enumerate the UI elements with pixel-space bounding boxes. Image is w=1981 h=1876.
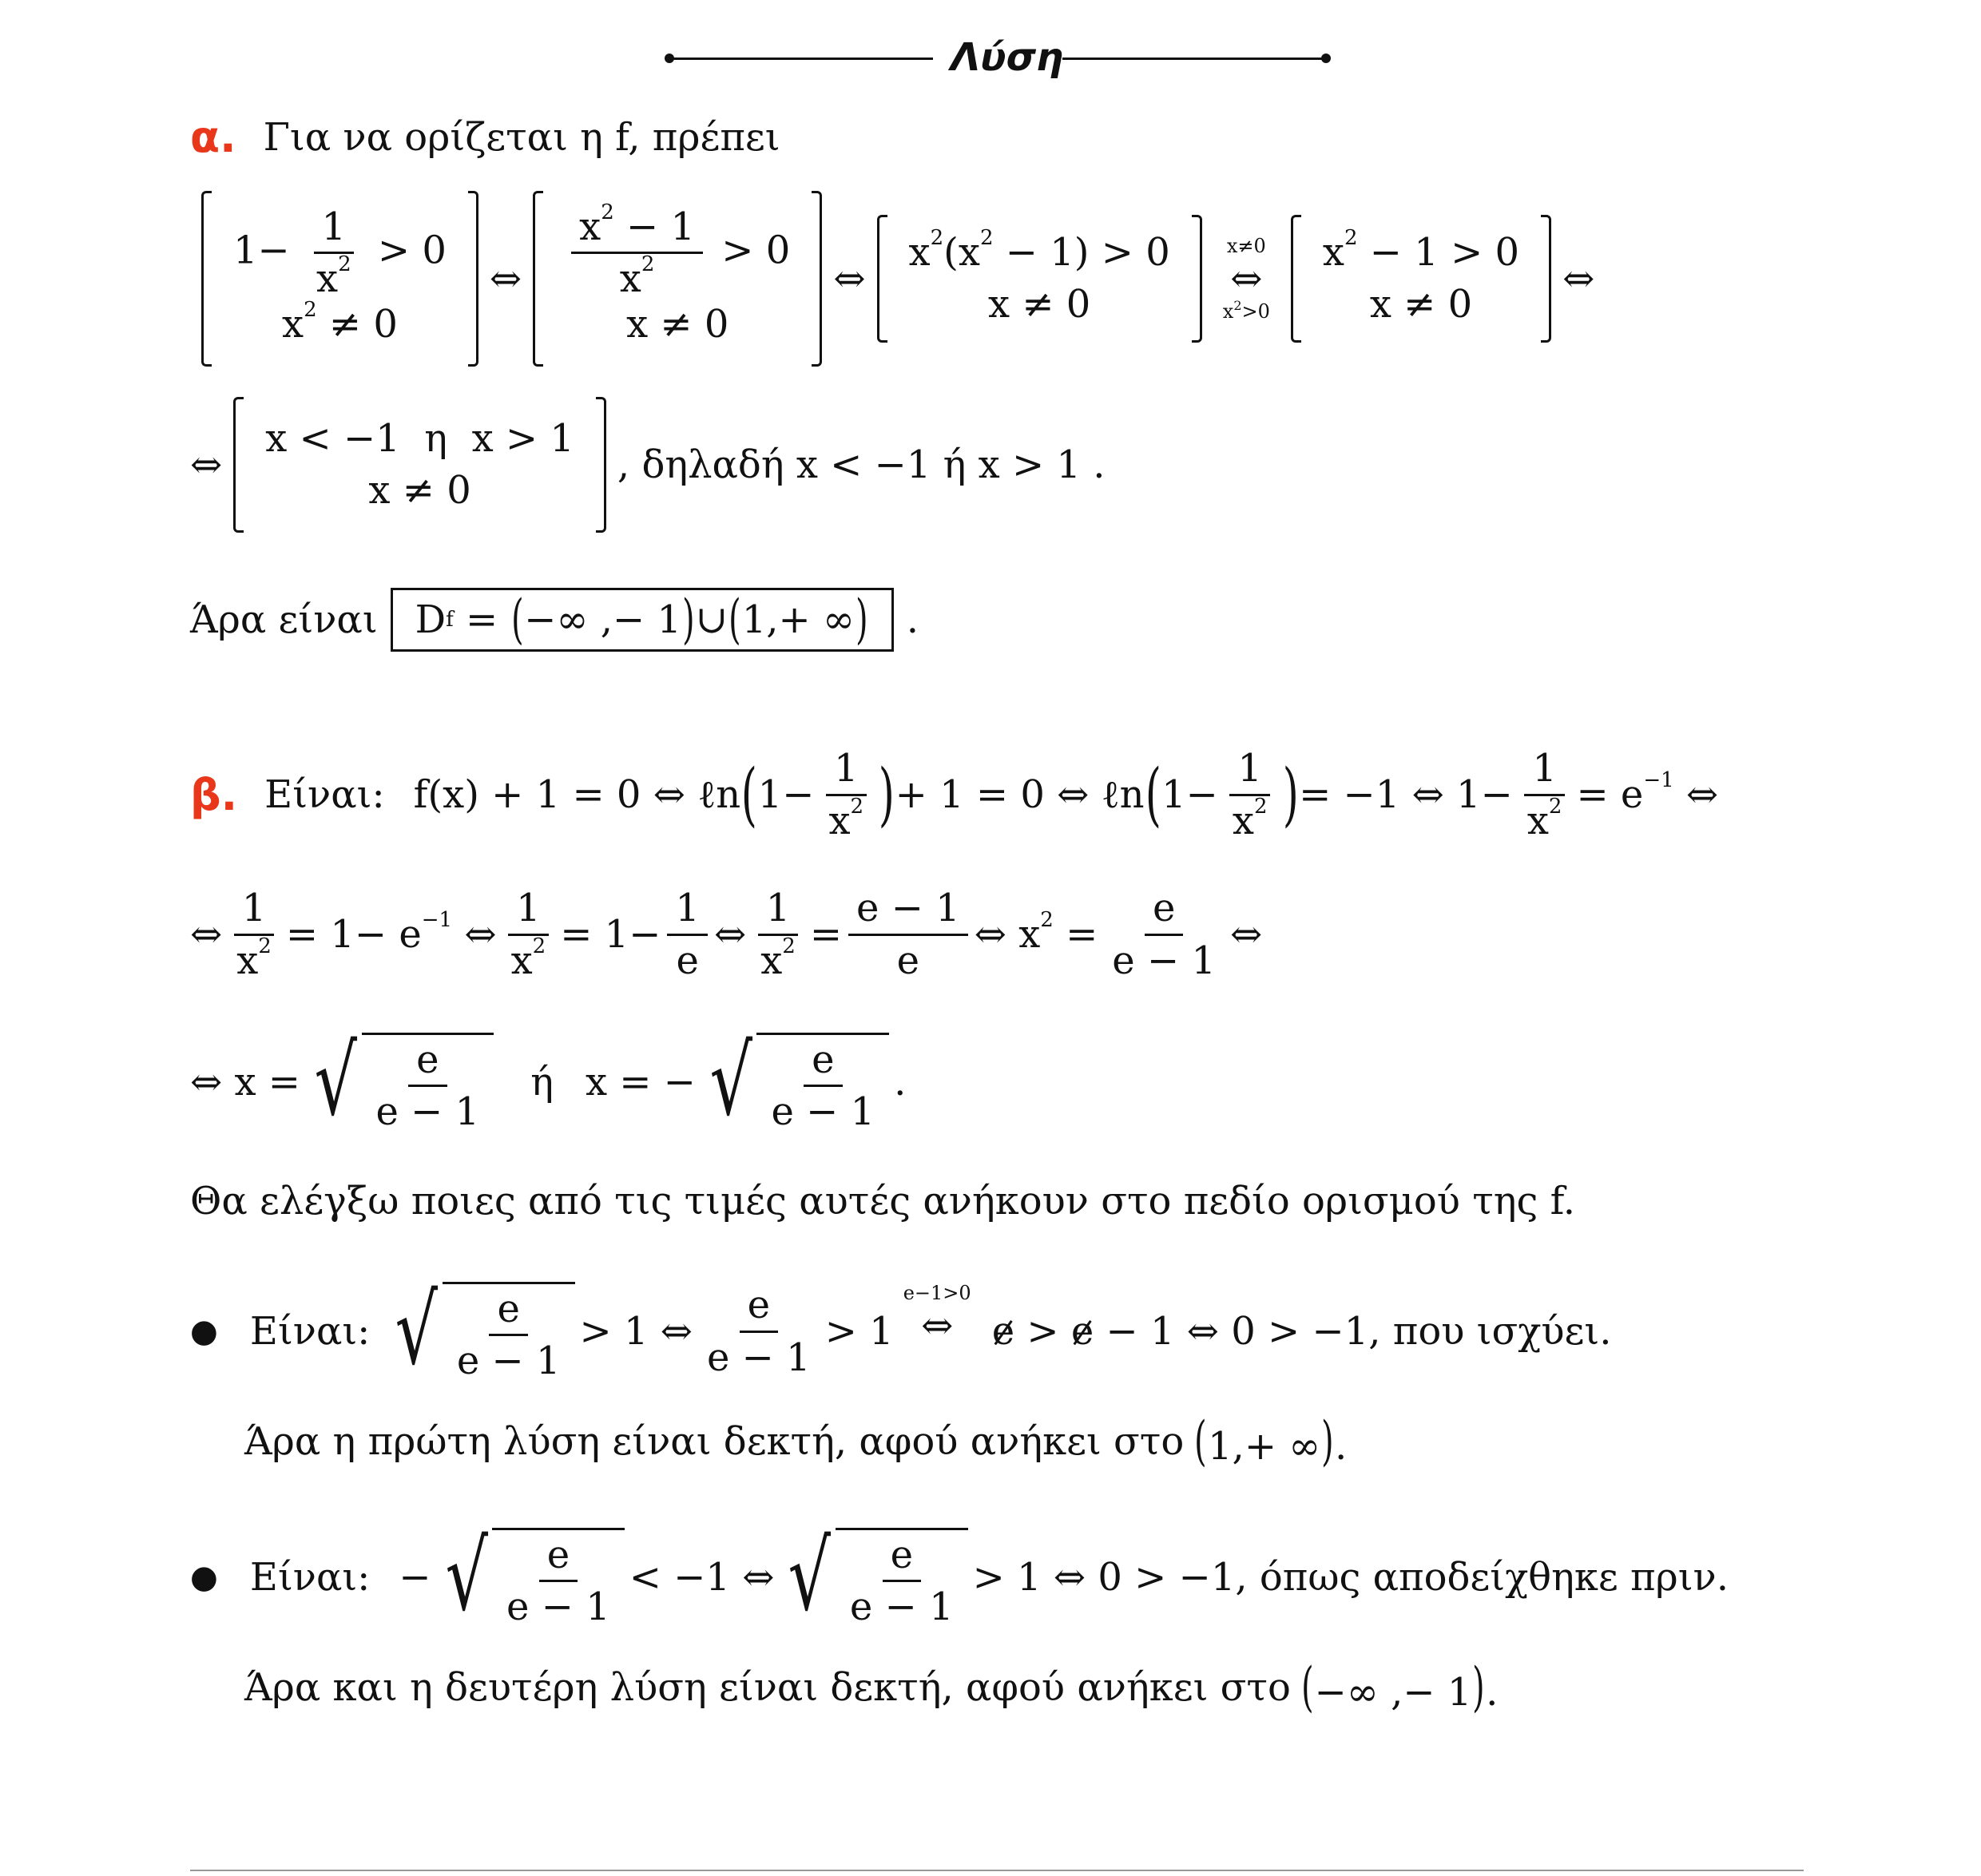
bullet-1-note-line: Άρα η πρώτη λύση είναι δεκτή, αφού ανήκει στο (1,+ ∞). — [244, 1410, 1348, 1472]
alpha-label: α. — [190, 112, 236, 162]
bullet-1-prefix: Είναι: — [249, 1309, 371, 1354]
sqrt-expression: √ $\frac{e}{e - 1}$ — [436, 1528, 625, 1628]
sqrt-expression: √ $\frac{e}{e - 1}$ — [701, 1033, 889, 1132]
sqrt-expression: √ $\frac{e}{e - 1}$ — [305, 1033, 494, 1132]
sqrt-expression: √ $\frac{e}{e - 1}$ — [779, 1528, 967, 1628]
bullet-1-suffix: , που ισχύει. — [1368, 1309, 1612, 1354]
header-dot-left — [665, 54, 674, 63]
conditional-equivalence: e−1>0 ⇔ — [903, 1281, 971, 1349]
union-word: η — [424, 416, 448, 462]
check-intro: Θα ελέγξω ποιες από τις τιμές αυτές ανήκουν στο πεδίο ορισμού της f. — [190, 1179, 1575, 1224]
alpha-intro-text: Για να ορίζεται η f, πρέπει — [263, 114, 780, 160]
alpha-intro-line — [190, 112, 780, 162]
bullet-icon: ● — [190, 1559, 218, 1596]
bullet-2-suffix: , όπως αποδείχθηκε πριν. — [1235, 1555, 1729, 1600]
bullet-2-note-line: Άρα και η δευτέρη λύση είναι δεκτή, αφού ανήκει στο (−∞ ,− 1). — [244, 1656, 1499, 1718]
domain-box: D f = ( −∞ ,− 1 ) ∪ ( 1,+ ∞ ) — [391, 588, 894, 652]
header-rule-right — [1062, 58, 1326, 60]
bullet-1: ● Είναι: √ $\frac{e}{e - 1}$ > 1 ⇔ $\frac{e}{e - 1}$ > 1 e−1>0 ⇔ e > e − 1 ⇔ 0 > −1 , που ισχύει. — [190, 1275, 1612, 1386]
header-rule-left — [669, 58, 933, 60]
system-5: x < −1 η x > 1 x ≠ 0 — [233, 397, 606, 533]
bullet-2-note: Άρα και η δευτέρη λύση είναι δεκτή, αφού ανήκει στο — [244, 1665, 1291, 1710]
alpha-conclusion: , δηλαδή x < −1 ή x > 1 . — [617, 442, 1106, 487]
footer-rule — [190, 1870, 1804, 1871]
bullet-2-prefix: Είναι: — [249, 1555, 371, 1600]
header-title: Λύση — [951, 35, 1064, 80]
alpha-system-chain: 1− $\frac{1}{x^2}$ > 0 $x^2 \ne 0$ ⇔ $\frac{x^2 - 1}{x^2}$ > 0 x ≠ 0 ⇔ $x^2(x^2 - 1) > 0$ x ≠ 0 x≠0 ⇔ $x^2>0$ $x^2 - 1 > 0$ x ≠ 0 ⇔ — [190, 188, 1594, 369]
beta-intro: Είναι: — [264, 772, 385, 817]
beta-equation-1: β. Είναι: f(x) + 1 = 0 ⇔ ℓn ( 1− $\frac{1}{x^2}$ ) + 1 = 0 ⇔ ℓn ( 1− $\frac{1}{x^2}$ ) = −1 ⇔ 1− $\frac{1}{x^2}$ = $e^{-1}$ ⇔ — [190, 746, 1719, 843]
sqrt-expression: √ $\frac{e}{e - 1}$ — [386, 1282, 574, 1382]
system-4: $x^2 - 1 > 0$ x ≠ 0 — [1291, 215, 1551, 343]
beta-equation-2: ⇔ $\frac{1}{x^2}$ = $1- e^{-1}$ ⇔ $\frac{1}{x^2}$ = 1− $\frac{1}{e}$ ⇔ $\frac{1}{x^2}$ = $\frac{e - 1}{e}$ ⇔ $x^2$ = $\frac{e}{e - 1}$ ⇔ — [190, 886, 1263, 983]
bullet-1-note: Άρα η πρώτη λύση είναι δεκτή, αφού ανήκει στο — [244, 1419, 1185, 1464]
conditional-equivalence: x≠0 ⇔ $x^2>0$ — [1222, 234, 1270, 323]
bullet-icon: ● — [190, 1313, 218, 1350]
alpha-solution-line: ⇔ x < −1 η x > 1 x ≠ 0 , δηλαδή x < −1 ή x > 1 . — [190, 401, 1106, 529]
header-dot-right — [1321, 54, 1331, 63]
beta-equation-3: ⇔ x = √ $\frac{e}{e - 1}$ ή x = − √ $\frac{e}{e - 1}$ . — [190, 1026, 907, 1137]
system-3: $x^2(x^2 - 1) > 0$ x ≠ 0 — [877, 215, 1202, 343]
domain-line: Άρα είναι D f = ( −∞ ,− 1 ) ∪ ( 1,+ ∞ ) . — [190, 589, 919, 650]
domain-prefix: Άρα είναι — [190, 597, 378, 642]
system-2: $\frac{x^2 - 1}{x^2}$ > 0 x ≠ 0 — [533, 191, 822, 367]
bullet-2: ● Είναι: − √ $\frac{e}{e - 1}$ < −1 ⇔ √ $\frac{e}{e - 1}$ > 1 ⇔ 0 > −1 , όπως αποδείχθηκε πριν. — [190, 1521, 1729, 1632]
system-1: 1− $\frac{1}{x^2}$ > 0 $x^2 \ne 0$ — [201, 191, 478, 367]
beta-label: β. — [190, 769, 238, 820]
